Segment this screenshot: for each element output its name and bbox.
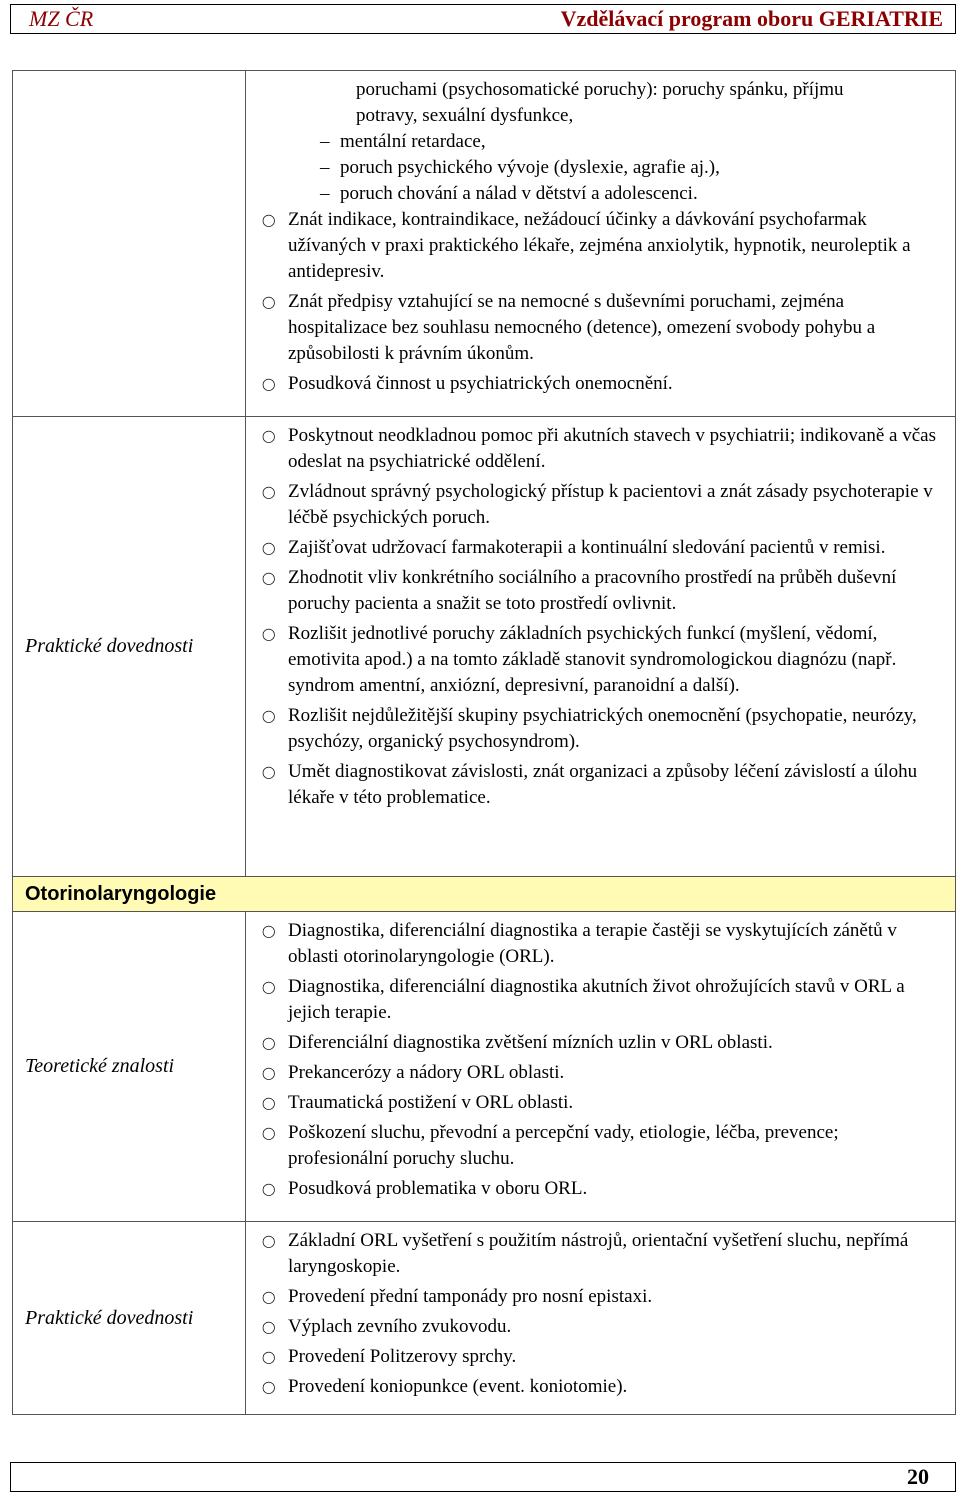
bullet-icon: ◯	[262, 709, 276, 723]
list-item: ◯ Diferenciální diagnostika zvětšení mízních uzlin v ORL oblasti.	[260, 1030, 941, 1056]
list-item: ◯ Posudková činnost u psychiatrických onemocnění.	[260, 371, 941, 397]
list-item: ◯ Traumatická postižení v ORL oblasti.	[260, 1090, 941, 1116]
list-item: ◯ Zvládnout správný psychologický přístup k pacientovi a znát zásady psychoterapie v léčbě psychických poruch.	[262, 481, 933, 528]
block1-cont-line: poruchami (psychosomatické poruchy): poruchy spánku, příjmu	[356, 79, 844, 100]
bullet-icon: ◯	[262, 213, 276, 227]
dash-item: – poruch psychického vývoje (dyslexie, agrafie aj.),	[320, 157, 720, 178]
header-title: Vzdělávací program oboru GERIATRIE	[560, 6, 943, 31]
page-header	[10, 4, 956, 34]
list-item: ◯ Zajišťovat udržovací farmakoterapii a kontinuální sledování pacientů v remisi.	[260, 535, 941, 561]
section-title-otorinolaryngologie: Otorinolaryngologie	[13, 877, 956, 912]
bullet-icon: ◯	[262, 1320, 276, 1334]
list-item: ◯ Poskytnout neodkladnou pomoc při akutních stavech v psychiatrii; indikovaně a včas odeslat na psychiatrické oddělení.	[262, 425, 936, 472]
dash-item: – poruch chování a nálad v dětství a adolescenci.	[320, 183, 698, 204]
bullet-icon: ◯	[262, 924, 276, 938]
block2-bullet-list	[260, 423, 941, 811]
bullet-icon: ◯	[262, 541, 276, 555]
label-practical-skills: Praktické dovednosti	[13, 1222, 246, 1415]
bullet-icon: ◯	[262, 1036, 276, 1050]
bullet-icon: ◯	[262, 765, 276, 779]
bullet-icon: ◯	[262, 1350, 276, 1364]
list-item: ◯ Rozlišit jednotlivé poruchy základních psychických funkcí (myšlení, vědomí, emotivita apod.) a na tomto základě stanovit syndromologickou diagnózu (např. syndrom amentní, anxiózní, depresivní, paranoidní a další).	[262, 623, 897, 696]
block1-cont-line: potravy, sexuální dysfunkce,	[356, 105, 574, 126]
label-theoretical-knowledge: Teoretické znalosti	[13, 912, 246, 1222]
content-table	[12, 70, 956, 1415]
page-number: 20	[907, 1464, 929, 1489]
list-item: ◯ Posudková problematika v oboru ORL.	[260, 1176, 941, 1202]
block4-bullet-list	[260, 1228, 941, 1400]
list-item: ◯ Poškození sluchu, převodní a percepční vady, etiologie, léčba, prevence; profesionální poruchy sluchu.	[262, 1122, 839, 1169]
list-item: ◯ Znát předpisy vztahující se na nemocné s duševními poruchami, zejména hospitalizace bez souhlasu nemocného (detence), omezení svobody pohybu a způsobilosti k právním úkonům.	[262, 291, 876, 364]
bullet-icon: ◯	[262, 980, 276, 994]
dash-item: – mentální retardace,	[320, 131, 486, 152]
block1-content	[246, 71, 956, 417]
block2-content	[246, 417, 956, 877]
block3-content	[246, 912, 956, 1222]
list-item: ◯ Diagnostika, diferenciální diagnostika a terapie častěji se vyskytujících zánětů v oblasti otorinolaryngologie (ORL).	[262, 920, 897, 967]
bullet-icon: ◯	[262, 1234, 276, 1248]
list-item: ◯ Prekancerózy a nádory ORL oblasti.	[260, 1060, 941, 1086]
list-item: ◯ Provedení Politzerovy sprchy.	[260, 1344, 941, 1370]
bullet-icon: ◯	[262, 1066, 276, 1080]
list-item: ◯ Základní ORL vyšetření s použitím nástrojů, orientační vyšetření sluchu, nepřímá laryngoskopie.	[262, 1230, 909, 1277]
block4-content	[246, 1222, 956, 1415]
label-practical-skills: Praktické dovednosti	[13, 417, 246, 877]
list-item: ◯ Umět diagnostikovat závislosti, znát organizaci a způsoby léčení závislostí a úlohu lékaře v této problematice.	[262, 761, 918, 808]
list-item: ◯ Diagnostika, diferenciální diagnostika akutních život ohrožujících stavů v ORL a jejich terapie.	[262, 976, 905, 1023]
page-footer	[10, 1462, 956, 1492]
bullet-icon: ◯	[262, 1126, 276, 1140]
bullet-icon: ◯	[262, 1096, 276, 1110]
list-item: ◯ Výplach zevního zvukovodu.	[260, 1314, 941, 1340]
list-item: ◯ Zhodnotit vliv konkrétního sociálního a pracovního prostředí na průběh duševní poruchy pacienta a snažit se toto prostředí ovlivnit.	[262, 567, 897, 614]
header-left: MZ ČR	[29, 6, 94, 31]
bullet-icon: ◯	[262, 429, 276, 443]
bullet-icon: ◯	[262, 1182, 276, 1196]
label-cell-empty	[13, 71, 246, 417]
bullet-icon: ◯	[262, 295, 276, 309]
block1-dash-list	[260, 129, 941, 207]
list-item: ◯ Rozlišit nejdůležitější skupiny psychiatrických onemocnění (psychopatie, neurózy, psychózy, organický psychosyndrom).	[262, 705, 917, 752]
bullet-icon: ◯	[262, 1290, 276, 1304]
list-item: ◯ Provedení přední tamponády pro nosní epistaxi.	[260, 1284, 941, 1310]
block3-bullet-list	[260, 918, 941, 1202]
bullet-icon: ◯	[262, 377, 276, 391]
bullet-icon: ◯	[262, 627, 276, 641]
bullet-icon: ◯	[262, 1380, 276, 1394]
list-item: ◯ Znát indikace, kontraindikace, nežádoucí účinky a dávkování psychofarmak užívaných v praxi praktického lékaře, zejména anxiolytik, hypnotik, neuroleptik a antidepresiv.	[262, 209, 911, 282]
list-item: ◯ Provedení koniopunkce (event. koniotomie).	[260, 1374, 941, 1400]
bullet-icon: ◯	[262, 571, 276, 585]
bullet-icon: ◯	[262, 485, 276, 499]
block1-bullet-list	[260, 207, 941, 397]
